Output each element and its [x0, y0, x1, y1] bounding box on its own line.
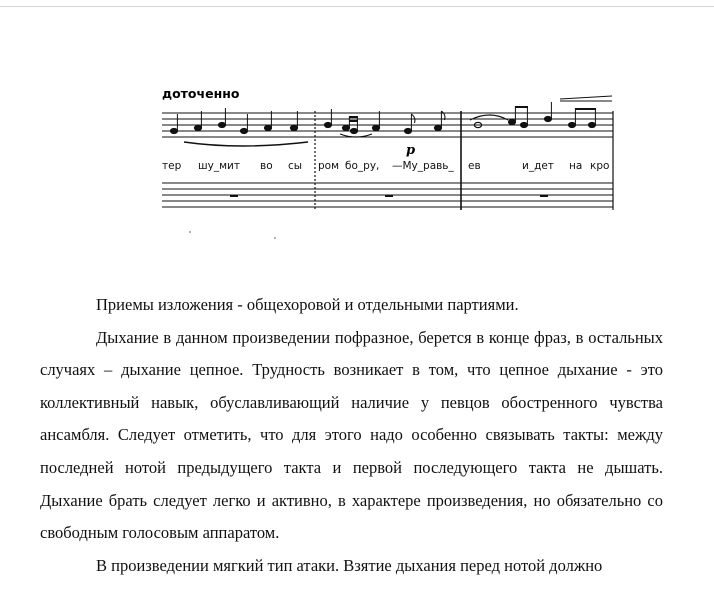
- scan-speck: [274, 237, 276, 239]
- paragraph: Дыхание в данном произведении пофразное, берется в конце фраз, в остальных случаях – дыхание цепное. Трудность возникает в том, что цепное дыхание - это коллективный навык, обуславливающий наличие у певцов обостренного чувства ансамбля. Следует отметить, что для этого надо особенно связывать такты: между последней нотой предыдущего такта и первой последующего такта не дышать. Дыхание брать следует легко и активно, в характере произведения, но обязательно со свободным голосовым аппаратом.: [40, 327, 663, 543]
- lyric-syllable: сы: [288, 160, 303, 172]
- music-score-figure: [160, 80, 615, 245]
- paragraph: В произведении мягкий тип атаки. Взятие дыхания перед нотой должно: [96, 555, 603, 575]
- lyric-syllable: во: [260, 160, 273, 172]
- lyric-syllable: на: [569, 160, 583, 172]
- lyric-syllable: и_дет: [522, 160, 554, 172]
- lyric-syllable: —Му_равь_: [392, 160, 454, 172]
- score-notes-measure-3: [470, 96, 612, 128]
- score-lyrics: [162, 160, 609, 172]
- score-notes-measure-1: [170, 108, 308, 146]
- lyric-syllable: бо_ру,: [345, 160, 380, 172]
- scan-speck: [189, 231, 191, 233]
- paragraph: Приемы изложения - общехоровой и отдельными партиями.: [96, 295, 519, 314]
- document-body: [40, 289, 663, 582]
- lyric-syllable: кро: [590, 160, 610, 172]
- lyric-syllable: ром: [318, 160, 340, 172]
- lyric-syllable: ев: [468, 160, 481, 172]
- lyric-syllable: тер: [162, 160, 182, 172]
- score-dynamic-marking: p: [406, 143, 416, 158]
- score-tempo-marking: доточенно: [162, 86, 240, 101]
- page-top-border: [0, 6, 714, 7]
- lyric-syllable: шу_мит: [198, 160, 240, 172]
